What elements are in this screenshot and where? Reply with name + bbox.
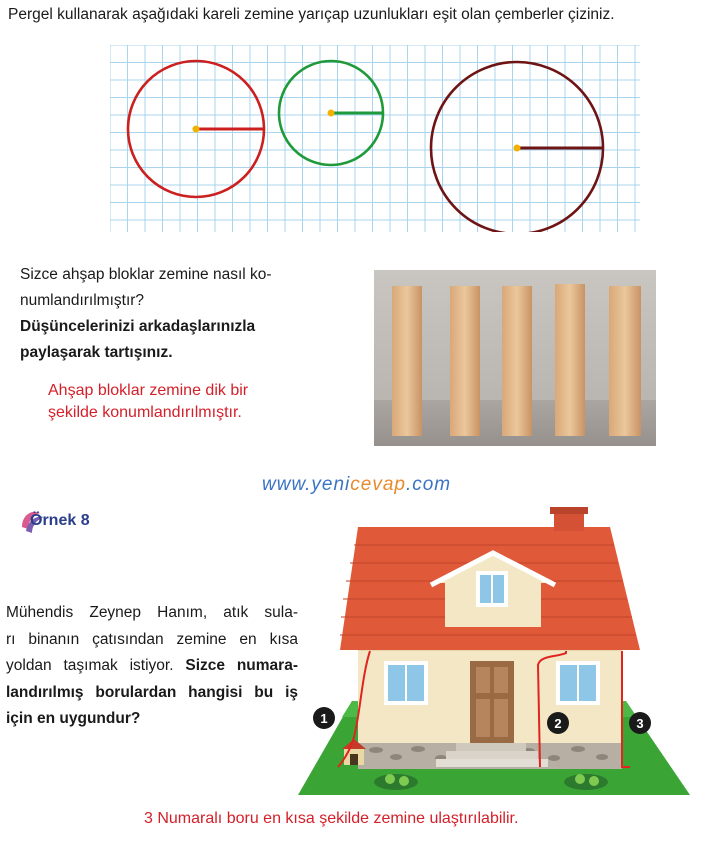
answer-wooden-blocks	[48, 380, 248, 424]
center-point	[514, 145, 521, 152]
wood-block	[392, 286, 422, 436]
wood-block	[555, 284, 585, 436]
question-wooden-blocks	[20, 262, 310, 366]
question-line: için en uygundur?	[6, 710, 141, 727]
pipe-1-number: 1	[320, 711, 328, 726]
question-line: Sizce ahşap bloklar zemine nasıl ko-	[20, 266, 272, 283]
question-line: numlandırılmıştır?	[20, 292, 145, 309]
example-label: Örnek 8	[30, 512, 90, 529]
question-line: rı binanın çatısından zemine en kısa	[6, 630, 298, 648]
graph-paper	[110, 45, 640, 232]
pipe-1-badge	[313, 707, 335, 729]
wood-block	[450, 286, 480, 436]
question-bold-line: Düşüncelerinizi arkadaşlarınızla	[20, 318, 256, 335]
center-point	[193, 126, 200, 133]
pipe-2-badge	[547, 712, 569, 734]
question-line: landırılmış borulardan hangisi bu iş	[6, 683, 298, 701]
wood-block	[502, 286, 532, 436]
site-watermark: www.yenicevap.com	[262, 474, 452, 495]
answer-pipes: 3 Numaralı boru en kısa şekilde zemine ulaştırılabilir.	[144, 810, 519, 827]
pipe-3-number: 3	[636, 716, 644, 731]
question-line: yoldan taşımak istiyor. Sizce numara-	[6, 657, 298, 674]
answer-line: şekilde konumlandırılmıştır.	[48, 404, 242, 421]
center-point	[328, 110, 335, 117]
pipe-3-badge	[629, 712, 651, 734]
pipe-2-number: 2	[554, 716, 562, 731]
question-pipes	[6, 600, 298, 733]
wooden-blocks-photo	[374, 270, 656, 446]
house-illustration	[296, 505, 692, 799]
instruction-text: Pergel kullanarak aşağıdaki kareli zemine yarıçap uzunlukları eşit olan çemberler çiziniz.	[8, 6, 615, 23]
question-bold-line: paylaşarak tartışınız.	[20, 344, 173, 361]
wood-block	[609, 286, 641, 436]
question-line: Mühendis Zeynep Hanım, atık sula-	[6, 604, 298, 621]
answer-line: Ahşap bloklar zemine dik bir	[48, 382, 249, 399]
